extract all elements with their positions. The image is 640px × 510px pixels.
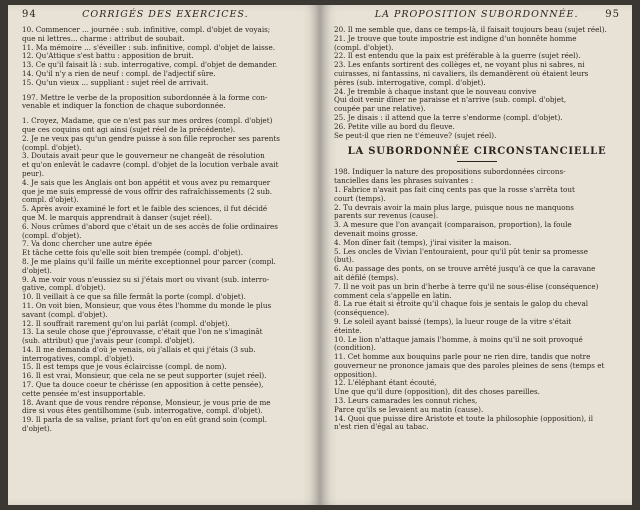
- text-line: 8. Je me plains qu'il faille un mérite exceptionnel pour parcer (compl.: [22, 257, 276, 266]
- text-line: 14. Qu'il n'y a rien de neuf : compl. de l'adjectif sûre.: [22, 69, 216, 78]
- text-line: 9. Le soleil ayant baissé (temps), la lueur rouge de la vitre s'était: [334, 317, 572, 326]
- text-line: devenait moins grosse.: [334, 229, 418, 238]
- text-line: Parce qu'ils se levaient au matin (cause).: [334, 405, 484, 414]
- text-line: 11. On voit bien, Monsieur, que vous êtes l'homme du monde le plus: [22, 301, 272, 310]
- text-line: 4. Mon dîner fait (temps), j'irai visiter la maison.: [334, 238, 512, 247]
- text-line: 2. Je ne veux pas qu'un gendre puisse à son fille reprocher ses parents: [22, 134, 280, 143]
- text-line: 19. Il parla de sa valise, priant fort qu'on en eût grand soin (compl.: [22, 416, 268, 425]
- right-page-text-bottom: [334, 168, 620, 432]
- text-line: 10. Le lion n'attaque jamais l'homme, à moins qu'il ne soit provoqué: [334, 335, 583, 344]
- text-line: Qui doit venir dîner ne paraisse et n'arrive (sub. compl. d'objet,: [334, 96, 567, 105]
- left-page-number: 94: [22, 9, 37, 20]
- text-line: cette pensée m'est insupportable.: [22, 389, 146, 398]
- text-line: que je me suis empressé de vous offrir des rafraîchissements (2 sub.: [22, 187, 273, 196]
- text-line: 10. Il veillait à ce que sa fille fermât la porte (compl. d'objet).: [22, 293, 246, 302]
- text-line: 25. Je disais : il attend que la terre s'endorme (compl. d'objet).: [334, 113, 563, 122]
- right-running-head: [334, 9, 620, 20]
- text-line: 7. Va donc chercher une autre épée: [22, 240, 153, 249]
- text-line: 9. A me voir vous n'eussiez su si j'étais mort ou vivant (sub. interro-: [22, 275, 270, 284]
- section-rule: [457, 161, 497, 162]
- text-line: 12. Il souffrait rarement qu'on lui parlât (compl. d'objet).: [22, 319, 230, 328]
- text-line: 23. Les enfants sortirent des collèges et, ne voyant plus ni sabres, ni: [334, 61, 585, 70]
- text-line: 2. Tu devrais avoir la main plus large, puisque nous ne manquons: [334, 203, 574, 212]
- text-line: 6. Nous crûmes d'abord que c'était un de ses accès de folie ordinaires: [22, 222, 278, 231]
- text-line: 5. Les oncles de Vivian l'entouraient, pour qu'il pût tenir sa promesse: [334, 247, 588, 256]
- text-line: (but).: [334, 256, 355, 265]
- text-line: coupée par une relative).: [334, 105, 426, 114]
- text-line: 14. Quoi que puisse dire Aristote et toute la philosophie (opposition), il: [334, 414, 594, 423]
- text-line: compl. d'objet).: [22, 196, 79, 205]
- left-page-text: [22, 26, 308, 434]
- left-page: [8, 5, 320, 505]
- text-line: 13. Leurs camarades les connut riches,: [334, 397, 478, 406]
- text-line: que M. le marquis apprendrait à danser (sujet réel).: [22, 213, 213, 222]
- text-line: Et tâche cette fois qu'elle soit bien trempée (compl. d'objet).: [22, 249, 243, 258]
- text-line: d'objet).: [22, 425, 52, 434]
- text-line: 12. Qu'Attique s'est battu : apposition de bruit.: [22, 52, 194, 61]
- text-line: 7. Il ne voit pas un brin d'herbe à terre qu'il ne sous-élise (conséquence): [334, 282, 599, 291]
- text-line: court (temps).: [334, 194, 386, 203]
- text-line: venable et indiquer la fonction de chaque subordonnée.: [22, 102, 226, 111]
- text-line: gouverneur ne prononce jamais que des paroles pleines de sens (temps et: [334, 361, 605, 370]
- text-line: peur).: [22, 169, 45, 178]
- text-line: parents sur revenus (cause).: [334, 212, 439, 221]
- text-line: 18. Avant que de vous rendre réponse, Monsieur, je vous prie de me: [22, 398, 271, 407]
- left-running-head: [22, 9, 308, 20]
- left-running-title: CORRIGÉS DES EXERCICES.: [82, 9, 249, 20]
- text-line: cuirasses, ni fantassins, ni cavaliers, ils demandèrent où étaient leurs: [334, 69, 589, 78]
- section-title: LA SUBORDONNÉE CIRCONSTANCIELLE: [347, 146, 607, 158]
- text-line: 13. Ce qu'il faisait là : sub. interrogative, compl. d'objet de demander.: [22, 61, 278, 70]
- text-line: dire si vous êtes gentilhomme (sub. interrogative, compl. d'objet).: [22, 407, 263, 416]
- text-line: 5. Après avoir examiné le fort et le faible des sciences, il fut décidé: [22, 205, 268, 214]
- text-line: (conséquence).: [334, 309, 390, 318]
- text-line: 15. Il est temps que je vous éclaircisse (compl. de nom).: [22, 363, 227, 372]
- text-line: (compl. d'objet).: [22, 231, 82, 240]
- text-line: 22. Il est entendu que la paix est préférable à la guerre (sujet réel).: [334, 52, 581, 61]
- right-page-text-top: [334, 26, 620, 140]
- text-line: 8. La rue était si étroite qu'il chaque fois je sentais le galop du cheval: [334, 300, 589, 309]
- text-line: 20. Il me semble que, dans ce temps-là, il faisait toujours beau (sujet réel).: [334, 26, 607, 34]
- text-line: Se peut-il que rien ne t'émeuve? (sujet réel).: [334, 131, 497, 140]
- text-line: 13. La seule chose que j'éprouvasse, c'était que l'on ne s'imaginât: [22, 328, 263, 337]
- text-line: Une que qu'il dure (opposition), dit des choses pareilles.: [334, 388, 540, 397]
- text-line: 3. Doutais avait peur que le gouverneur ne changeât de résolution: [22, 152, 265, 161]
- text-line: 26. Petite ville au bord du fleuve.: [334, 122, 455, 131]
- book-spread: [8, 5, 632, 505]
- right-page-number: 95: [605, 9, 620, 20]
- text-line: 24. Je tremble à chaque instant que le nouveau convive: [334, 87, 537, 96]
- text-line: 16. Il est vrai, Monsieur, que cela ne se peut supporter (sujet réel).: [22, 372, 267, 381]
- text-line: 1. Fabrice n'avait pas fait cinq cents pas que la rosse s'arrêta tout: [334, 185, 575, 194]
- text-line: 3. A mesure que l'on avançait (comparaison, proportion), la foule: [334, 221, 572, 230]
- text-line: savant (compl. d'objet).: [22, 310, 108, 319]
- text-line: d'objet).: [22, 266, 52, 275]
- text-line: gative, compl. d'objet).: [22, 284, 106, 293]
- text-line: 15. Qu'un vieux ... suppliant : sujet réel de arrivait.: [22, 78, 209, 87]
- text-line: éteinte.: [334, 326, 362, 335]
- text-line: tancielles dans les phrases suivantes :: [334, 177, 474, 186]
- text-line: 14. Il me demanda d'où je venais, où j'allais et qui j'étais (3 sub.: [22, 345, 256, 354]
- text-line: 11. Cet homme aux bouquins parle pour ne rien dire, tandis que notre: [334, 353, 591, 362]
- text-line: 11. Ma mémoire ... s'éveiller : sub. infinitive, compl. d'objet de laisse.: [22, 43, 276, 52]
- right-running-title: LA PROPOSITION SUBORDONNÉE.: [374, 9, 579, 20]
- text-line: 6. Au passage des ponts, on se trouve arrêté jusqu'à ce que la caravane: [334, 265, 596, 274]
- text-line: ait défilé (temps).: [334, 273, 399, 282]
- text-line: 4. Je sais que les Anglais ont bon appétit et vous avez pu remarquer: [22, 178, 271, 187]
- right-page: [320, 5, 632, 505]
- text-line: comment cela s'appelle en latin.: [334, 291, 452, 300]
- text-line: et qu'on enlevât le cadavre (compl. d'objet de la locution verbale avait: [22, 161, 279, 170]
- text-line: pères (sub. interrogative, compl. d'objet).: [334, 78, 486, 87]
- text-line: que ni lettres... charme : attribut de soubait.: [22, 34, 185, 43]
- text-line: 198. Indiquer la nature des propositions subordonnées circons-: [334, 168, 566, 177]
- text-line: (compl. d'objet).: [334, 43, 394, 52]
- text-line: 10. Commencer ... journée : sub. infinitive, compl. d'objet de voyais;: [22, 26, 271, 34]
- text-line: interrogatives, compl. d'objet).: [22, 354, 135, 363]
- text-line: 21. Je trouve que toute impostrie est indigne d'un honnête homme: [334, 34, 577, 43]
- text-line: n'est rien d'égal au tabac.: [334, 423, 429, 432]
- text-line: (compl. d'objet).: [22, 143, 82, 152]
- text-line: 17. Que ta douce coeur te chérisse (en apposition à cette pensée),: [22, 381, 264, 390]
- text-line: que ces coquins ont agi ainsi (sujet réel de la précédente).: [22, 125, 236, 134]
- text-line: opposition).: [334, 370, 378, 379]
- text-line: (sub. attribut) que j'avais peur (compl. d'objet).: [22, 337, 195, 346]
- text-line: 197. Mettre le verbe de la proposition subordonnée à la forme con-: [22, 93, 268, 102]
- text-line: 12. L'éléphant étant écouté,: [334, 379, 437, 388]
- text-line: 1. Croyez, Madame, que ce n'est pas sur mes ordres (compl. d'objet): [22, 117, 273, 126]
- text-line: (condition).: [334, 344, 376, 353]
